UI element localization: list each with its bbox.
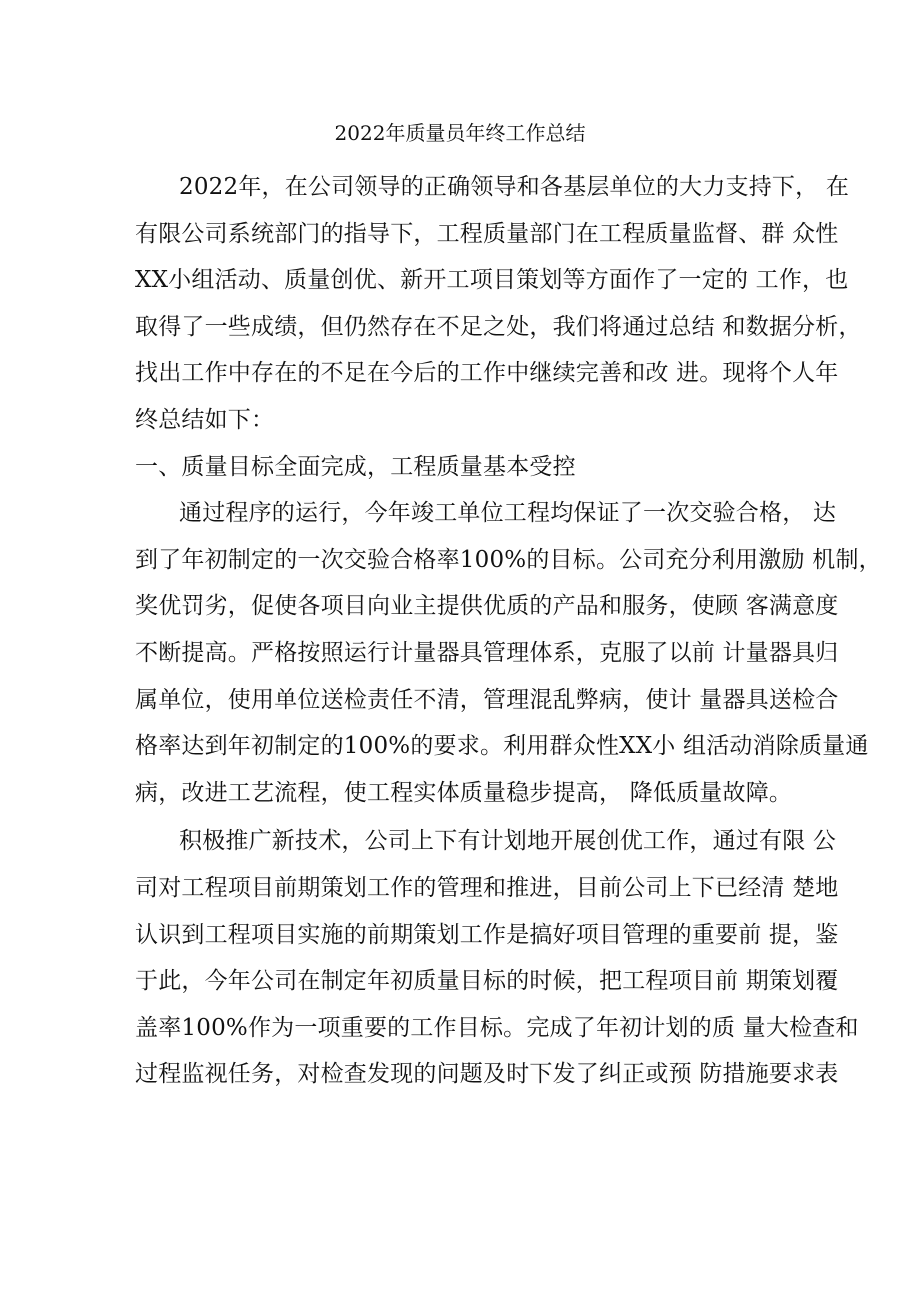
text-line: 于此，今年公司在制定年初质量目标的时候，把工程项目前 期策划覆 (135, 968, 839, 995)
text-line: 病，改进工艺流程，使工程实体质量稳步提高， 降低质量故障。 (135, 779, 793, 806)
paragraph-new-tech (135, 818, 859, 1098)
text-line: 奖优罚劣，促使各项目向业主提供优质的产品和服务，使顾 客满意度 (135, 593, 839, 620)
text-line: 到了年初制定的一次交验合格率100%的目标。公司充分利用激励 机制， (135, 546, 882, 573)
text-line: 不断提高。严格按照运行计量器具管理体系，克服了以前 计量器具归 (135, 639, 839, 666)
text-line: 2022年，在公司领导的正确领导和各基层单位的大力支持下， 在 (179, 174, 850, 200)
text-line: 通过程序的运行，今年竣工单位工程均保证了一次交验合格， 达 (179, 500, 837, 527)
text-line: 找出工作中存在的不足在今后的工作中继续完善和改 进。现将个人年 (135, 360, 839, 387)
section-heading: 一、质量目标全面完成，工程质量基本受控 (135, 453, 576, 480)
text-line: 认识到工程项目实施的前期策划工作是搞好项目管理的重要前 提，鉴 (135, 921, 839, 948)
text-line: 属单位，使用单位送检责任不清，管理混乱弊病，使计 量器具送检合 (135, 686, 839, 713)
text-line: 积极推广新技术，公司上下有计划地开展创优工作，通过有限 公 (179, 828, 837, 855)
paragraph-intro (135, 164, 862, 444)
text-line: 格率达到年初制定的100%的要求。利用群众性XX小 组活动消除质量通 (135, 733, 869, 760)
text-line: 有限公司系统部门的指导下，工程质量部门在工程质量监督、群 众性 (135, 220, 839, 247)
text-line: 盖率100%作为一项重要的工作目标。完成了年初计划的质 量大检查和 (135, 1014, 859, 1041)
paragraph-quality-goals (135, 490, 882, 816)
text-line: 取得了一些成绩，但仍然存在不足之处，我们将通过总结 和数据分析， (135, 313, 862, 340)
text-line: XX小组活动、质量创优、新开工项目策划等方面作了一定的 工作，也 (135, 267, 849, 294)
document-body (135, 164, 882, 1098)
text-line: 司对工程项目前期策划工作的管理和推进，目前公司上下已经清 楚地 (135, 874, 839, 901)
document-title: 2022年质量员年终工作总结 (334, 121, 586, 145)
text-line: 终总结如下： (135, 406, 275, 433)
text-line: 过程监视任务，对检查发现的问题及时下发了纠正或预 防措施要求表 (135, 1061, 839, 1088)
